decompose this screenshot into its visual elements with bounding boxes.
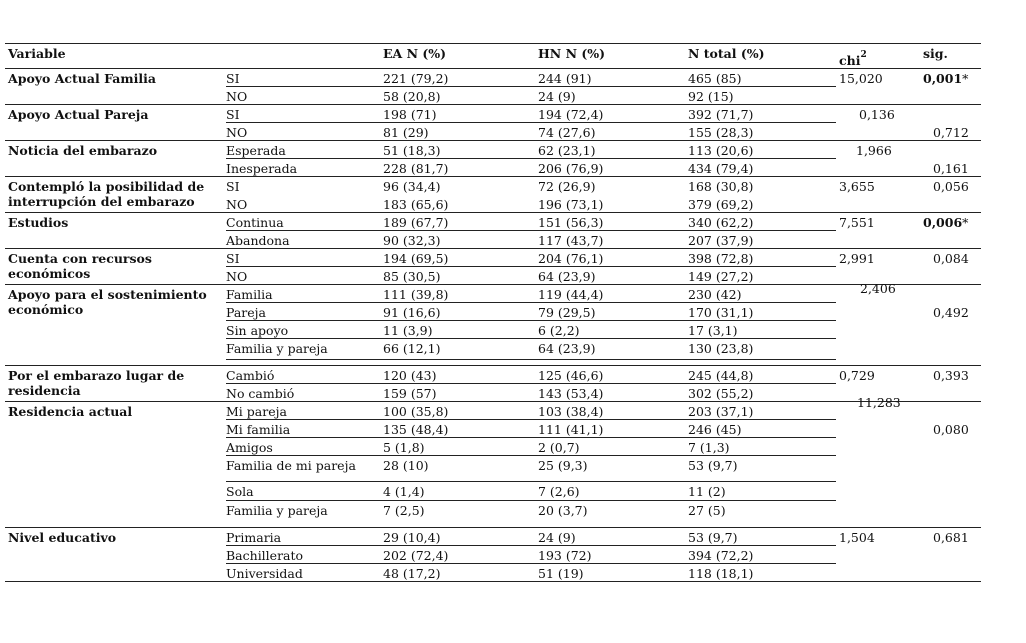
row-rule	[5, 104, 981, 105]
row-rule	[5, 365, 981, 366]
row-rule	[226, 230, 836, 231]
sig-value: 0,006	[923, 215, 963, 230]
hn-cell: 64 (23,9)	[538, 341, 596, 356]
sig-cell	[923, 71, 968, 86]
header-chi-superscript: 2	[860, 50, 867, 60]
ntotal-cell: 434 (79,4)	[688, 161, 754, 176]
row-rule	[5, 284, 981, 285]
row-rule	[5, 401, 981, 402]
chi-cell: 15,020	[839, 71, 883, 86]
chi-cell: 3,655	[839, 179, 875, 194]
category-cell: Universidad	[226, 566, 303, 581]
ntotal-cell: 465 (85)	[688, 71, 742, 86]
hn-cell: 206 (76,9)	[538, 161, 604, 176]
category-cell: Sola	[226, 484, 254, 499]
sig-cell	[933, 179, 969, 194]
ea-cell: 7 (2,5)	[383, 503, 425, 518]
ea-cell: 96 (34,4)	[383, 179, 441, 194]
sig-value: 0,084	[933, 251, 969, 266]
chi-cell: 7,551	[839, 215, 875, 230]
hn-cell: 196 (73,1)	[538, 197, 604, 212]
hn-cell: 119 (44,4)	[538, 287, 604, 302]
hn-cell: 64 (23,9)	[538, 269, 596, 284]
variable-name: Apoyo para el sostenimiento económico	[8, 287, 207, 317]
ntotal-cell: 394 (72,2)	[688, 548, 754, 563]
ntotal-cell: 130 (23,8)	[688, 341, 754, 356]
row-rule	[5, 212, 981, 213]
header-rule	[5, 68, 981, 69]
hn-cell: 6 (2,2)	[538, 323, 580, 338]
ea-cell: 81 (29)	[383, 125, 429, 140]
ntotal-cell: 207 (37,9)	[688, 233, 754, 248]
row-rule	[226, 302, 836, 303]
sig-cell	[933, 530, 969, 545]
ntotal-cell: 245 (44,8)	[688, 368, 754, 383]
row-rule	[5, 176, 981, 177]
chi-cell: 11,283	[857, 395, 901, 410]
ntotal-cell: 168 (30,8)	[688, 179, 754, 194]
row-rule	[226, 359, 836, 360]
sig-value: 0,161	[933, 161, 969, 176]
category-cell: NO	[226, 125, 248, 140]
hn-cell: 117 (43,7)	[538, 233, 604, 248]
row-rule	[226, 338, 836, 339]
hn-cell: 111 (41,1)	[538, 422, 604, 437]
header-ntotal: N total (%)	[688, 46, 765, 61]
ea-cell: 4 (1,4)	[383, 484, 425, 499]
sig-cell	[933, 161, 969, 176]
ea-cell: 51 (18,3)	[383, 143, 441, 158]
category-cell: Mi familia	[226, 422, 291, 437]
ea-cell: 90 (32,3)	[383, 233, 441, 248]
row-rule	[226, 481, 836, 482]
variable-name: Contempló la posibilidad de interrupción del embarazo	[8, 179, 205, 209]
ea-cell: 111 (39,8)	[383, 287, 449, 302]
hn-cell: 24 (9)	[538, 530, 576, 545]
header-chi	[839, 48, 867, 69]
row-rule	[226, 563, 836, 564]
ea-cell: 183 (65,6)	[383, 197, 449, 212]
category-cell: Pareja	[226, 305, 267, 320]
category-cell: Familia y pareja	[226, 503, 328, 518]
ntotal-cell: 149 (27,2)	[688, 269, 754, 284]
variable-name: Apoyo Actual Pareja	[8, 107, 149, 122]
hn-cell: 79 (29,5)	[538, 305, 596, 320]
category-cell: Esperada	[226, 143, 286, 158]
sig-cell	[933, 251, 969, 266]
header-hn: HN N (%)	[538, 46, 606, 61]
hn-cell: 143 (53,4)	[538, 386, 604, 401]
hn-cell: 244 (91)	[538, 71, 592, 86]
row-rule	[226, 122, 836, 123]
hn-cell: 125 (46,6)	[538, 368, 604, 383]
ntotal-cell: 398 (72,8)	[688, 251, 754, 266]
category-cell: Continua	[226, 215, 284, 230]
variable-name: Noticia del embarazo	[8, 143, 158, 158]
variable-name: Estudios	[8, 215, 69, 230]
ea-cell: 135 (48,4)	[383, 422, 449, 437]
ea-cell: 11 (3,9)	[383, 323, 433, 338]
ntotal-cell: 155 (28,3)	[688, 125, 754, 140]
category-cell: Abandona	[226, 233, 290, 248]
row-rule	[226, 419, 836, 420]
ntotal-cell: 7 (1,3)	[688, 440, 730, 455]
hn-cell: 74 (27,6)	[538, 125, 596, 140]
hn-cell: 193 (72)	[538, 548, 592, 563]
ea-cell: 91 (16,6)	[383, 305, 441, 320]
ntotal-cell: 113 (20,6)	[688, 143, 754, 158]
row-rule	[226, 545, 836, 546]
header-chi-label: chi	[839, 53, 861, 69]
row-rule	[226, 437, 836, 438]
sig-value: 0,001	[923, 71, 963, 86]
ea-cell: 228 (81,7)	[383, 161, 449, 176]
sig-value: 0,393	[933, 368, 969, 383]
sig-value: 0,681	[933, 530, 969, 545]
ea-cell: 120 (43)	[383, 368, 437, 383]
significance-mark: *	[962, 71, 969, 86]
hn-cell: 72 (26,9)	[538, 179, 596, 194]
ntotal-cell: 203 (37,1)	[688, 404, 754, 419]
row-rule	[5, 140, 981, 141]
category-cell: SI	[226, 71, 240, 86]
hn-cell: 103 (38,4)	[538, 404, 604, 419]
category-cell: SI	[226, 107, 240, 122]
ea-cell: 58 (20,8)	[383, 89, 441, 104]
ea-cell: 159 (57)	[383, 386, 437, 401]
category-cell: NO	[226, 269, 248, 284]
ntotal-cell: 302 (55,2)	[688, 386, 754, 401]
row-rule	[226, 383, 836, 384]
sig-cell	[933, 368, 969, 383]
ea-cell: 29 (10,4)	[383, 530, 441, 545]
category-cell: Sin apoyo	[226, 323, 289, 338]
sig-value: 0,056	[933, 179, 969, 194]
sig-cell	[933, 422, 969, 437]
ea-cell: 194 (69,5)	[383, 251, 449, 266]
ea-cell: 66 (12,1)	[383, 341, 441, 356]
hn-cell: 7 (2,6)	[538, 484, 580, 499]
ea-cell: 100 (35,8)	[383, 404, 449, 419]
category-cell: Familia de mi pareja	[226, 458, 356, 473]
ntotal-cell: 53 (9,7)	[688, 458, 738, 473]
variable-name: Apoyo Actual Familia	[8, 71, 156, 86]
row-rule	[226, 320, 836, 321]
variable-name: Residencia actual	[8, 404, 133, 419]
sig-value: 0,712	[933, 125, 969, 140]
hn-cell: 62 (23,1)	[538, 143, 596, 158]
ea-cell: 198 (71)	[383, 107, 437, 122]
hn-cell: 24 (9)	[538, 89, 576, 104]
row-rule	[226, 500, 836, 501]
ea-cell: 189 (67,7)	[383, 215, 449, 230]
hn-cell: 20 (3,7)	[538, 503, 588, 518]
row-rule	[226, 455, 836, 456]
category-cell: Familia y pareja	[226, 341, 328, 356]
ntotal-cell: 392 (71,7)	[688, 107, 754, 122]
ntotal-cell: 170 (31,1)	[688, 305, 754, 320]
hn-cell: 51 (19)	[538, 566, 584, 581]
category-cell: No cambió	[226, 386, 295, 401]
hn-cell: 25 (9,3)	[538, 458, 588, 473]
chi-cell: 1,504	[839, 530, 875, 545]
header-sig: sig.	[923, 46, 948, 61]
hn-cell: 194 (72,4)	[538, 107, 604, 122]
ea-cell: 221 (79,2)	[383, 71, 449, 86]
sig-cell	[933, 305, 969, 320]
category-cell: SI	[226, 179, 240, 194]
ea-cell: 85 (30,5)	[383, 269, 441, 284]
category-cell: NO	[226, 197, 248, 212]
category-cell: NO	[226, 89, 248, 104]
row-rule	[226, 266, 836, 267]
ntotal-cell: 340 (62,2)	[688, 215, 754, 230]
row-rule	[5, 581, 981, 582]
ea-cell: 202 (72,4)	[383, 548, 449, 563]
row-rule	[5, 248, 981, 249]
category-cell: SI	[226, 251, 240, 266]
sig-cell	[933, 125, 969, 140]
variable-name: Por el embarazo lugar de residencia	[8, 368, 185, 398]
ntotal-cell: 379 (69,2)	[688, 197, 754, 212]
ntotal-cell: 53 (9,7)	[688, 530, 738, 545]
top-rule	[5, 43, 981, 44]
chi-cell: 0,729	[839, 368, 875, 383]
row-rule	[226, 86, 836, 87]
significance-mark: *	[962, 215, 969, 230]
sig-value: 0,492	[933, 305, 969, 320]
ea-cell: 5 (1,8)	[383, 440, 425, 455]
chi-cell: 0,136	[859, 107, 895, 122]
sig-value: 0,080	[933, 422, 969, 437]
ea-cell: 28 (10)	[383, 458, 429, 473]
ntotal-cell: 230 (42)	[688, 287, 742, 302]
category-cell: Amigos	[226, 440, 273, 455]
chi-cell: 2,991	[839, 251, 875, 266]
variable-name: Nivel educativo	[8, 530, 117, 545]
category-cell: Primaria	[226, 530, 282, 545]
ea-cell: 48 (17,2)	[383, 566, 441, 581]
hn-cell: 151 (56,3)	[538, 215, 604, 230]
ntotal-cell: 246 (45)	[688, 422, 742, 437]
ntotal-cell: 118 (18,1)	[688, 566, 754, 581]
row-rule	[5, 527, 981, 528]
results-table	[5, 0, 981, 643]
variable-name: Cuenta con recursos económicos	[8, 251, 152, 281]
ntotal-cell: 27 (5)	[688, 503, 726, 518]
category-cell: Bachillerato	[226, 548, 304, 563]
category-cell: Cambió	[226, 368, 275, 383]
row-rule	[226, 158, 836, 159]
hn-cell: 2 (0,7)	[538, 440, 580, 455]
hn-cell: 204 (76,1)	[538, 251, 604, 266]
ntotal-cell: 11 (2)	[688, 484, 726, 499]
ntotal-cell: 92 (15)	[688, 89, 734, 104]
category-cell: Inesperada	[226, 161, 298, 176]
ntotal-cell: 17 (3,1)	[688, 323, 738, 338]
header-variable: Variable	[8, 46, 66, 61]
sig-cell	[923, 215, 968, 230]
header-ea: EA N (%)	[383, 46, 447, 61]
category-cell: Familia	[226, 287, 273, 302]
chi-cell: 1,966	[856, 143, 892, 158]
chi-cell: 2,406	[860, 281, 896, 296]
category-cell: Mi pareja	[226, 404, 287, 419]
